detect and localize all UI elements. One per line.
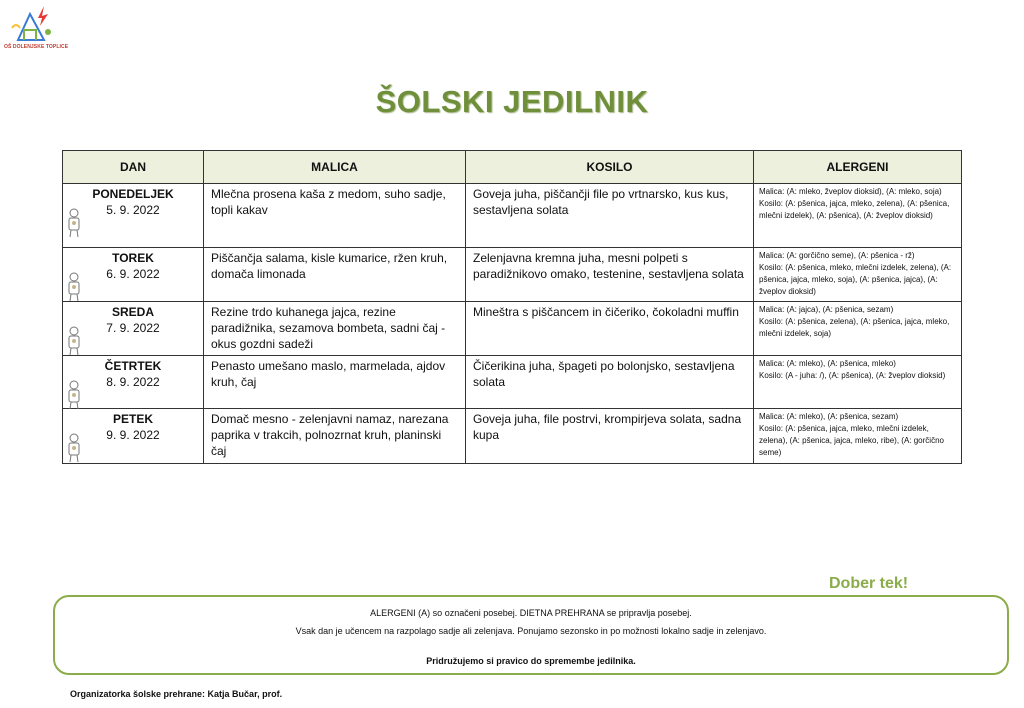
column-header-allergens: ALERGENI: [754, 151, 962, 184]
allergens-snack: Malica: (A: jajca), (A: pšenica, sezam): [759, 305, 894, 314]
table-row: [63, 302, 962, 356]
day-date: 7. 9. 2022: [106, 321, 160, 335]
day-cell: [63, 356, 204, 409]
note-fruit: Vsak dan je učencem na razpolago sadje ali zelenjava. Ponujamo sezonsko in po možnosti lokalno sadje in zelenjavo.: [295, 626, 767, 636]
column-header-day: DAN: [63, 151, 204, 184]
table-row: [63, 356, 962, 409]
notes-box: [53, 595, 1009, 675]
menu-table: [62, 150, 962, 464]
allergens-cell: [754, 184, 962, 248]
table-row: [63, 184, 962, 248]
allergens-lunch: Kosilo: (A: pšenica, jajca, mleko, mlečni izdelek, zelena), (A: pšenica, jajca, mleko, ribe), (A: gorčično seme): [759, 424, 944, 457]
day-date: 5. 9. 2022: [106, 203, 160, 217]
allergens-lunch: Kosilo: (A: pšenica, jajca, mleko, zelena), (A: pšenica, mlečni izdelek), (A: pšenica), (A: žveplov dioksid): [759, 199, 950, 220]
allergens-cell: [754, 409, 962, 464]
snack-cell: Rezine trdo kuhanega jajca, rezine paradižnika, sezamova bombeta, sadni čaj - okus gozdni sadeži: [204, 302, 466, 356]
allergens-cell: [754, 356, 962, 409]
page-title: ŠOLSKI JEDILNIK: [375, 84, 649, 119]
organizer-signature: Organizatorka šolske prehrane: Katja Bučar, prof.: [70, 689, 283, 699]
snack-cell: Domač mesno - zelenjavni namaz, narezana paprika v trakcih, polnozrnat kruh, planinski čaj: [204, 409, 466, 464]
snack-cell: Piščančja salama, kisle kumarice, ržen kruh, domača limonada: [204, 248, 466, 302]
table-row: [63, 409, 962, 464]
school-logo-text: OŠ DOLENJSKE TOPLICE: [4, 44, 69, 50]
kids-figure-icon: [65, 272, 83, 302]
table-row: [63, 248, 962, 302]
column-header-snack: MALICA: [204, 151, 466, 184]
allergens-lunch: Kosilo: (A: pšenica, mleko, mlečni izdelek, zelena), (A: pšenica, jajca, mleko, soja), (A: pšenica, jajca), (A: žveplov dioksid): [759, 263, 952, 296]
lunch-cell: Goveja juha, file postrvi, krompirjeva solata, sadna kupa: [466, 409, 754, 464]
table-header-row: [63, 151, 962, 184]
day-date: 6. 9. 2022: [106, 267, 160, 281]
column-header-lunch: KOSILO: [466, 151, 754, 184]
kids-figure-icon: [65, 208, 83, 238]
allergens-cell: [754, 302, 962, 356]
lunch-cell: Čičerikina juha, špageti po bolonjsko, sestavljena solata: [466, 356, 754, 409]
day-name: PETEK: [112, 412, 153, 426]
day-name: SREDA: [111, 305, 154, 319]
day-name: ČETRTEK: [104, 359, 162, 373]
note-allergens: ALERGENI (A) so označeni posebej. DIETNA PREHRANA se pripravlja posebej.: [370, 608, 692, 618]
allergens-snack: Malica: (A: mleko, žveplov dioksid), (A: mleko, soja): [759, 187, 942, 196]
day-date: 9. 9. 2022: [106, 428, 160, 442]
snack-cell: Mlečna prosena kaša z medom, suho sadje, topli kakav: [204, 184, 466, 248]
day-name: TOREK: [112, 251, 154, 265]
allergens-lunch: Kosilo: (A - juha: /), (A: pšenica), (A: žveplov dioksid): [759, 371, 946, 380]
snack-cell: Penasto umešano maslo, marmelada, ajdov kruh, čaj: [204, 356, 466, 409]
day-date: 8. 9. 2022: [106, 375, 160, 389]
day-name: PONEDELJEK: [92, 187, 174, 201]
lunch-cell: Goveja juha, piščančji file po vrtnarsko, kus kus, sestavljena solata: [466, 184, 754, 248]
day-cell: [63, 302, 204, 356]
lunch-cell: Zelenjavna kremna juha, mesni polpeti s paradižnikovo omako, testenine, sestavljena solata: [466, 248, 754, 302]
lunch-cell: Mineštra s piščancem in čičeriko, čokoladni muffin: [466, 302, 754, 356]
day-cell: [63, 248, 204, 302]
kids-figure-icon: [65, 380, 83, 410]
allergens-snack: Malica: (A: mleko), (A: pšenica, sezam): [759, 412, 899, 421]
allergens-lunch: Kosilo: (A: pšenica, zelena), (A: pšenica, jajca, mleko, mlečni izdelek, soja): [759, 317, 950, 338]
allergens-cell: [754, 248, 962, 302]
day-cell: [63, 409, 204, 464]
kids-figure-icon: [65, 326, 83, 356]
note-changes: Pridružujemo si pravico do spremembe jedilnika.: [426, 656, 636, 666]
kids-figure-icon: [65, 433, 83, 463]
closing-greeting: Dober tek!: [829, 575, 909, 592]
allergens-snack: Malica: (A: mleko), (A: pšenica, mleko): [759, 359, 896, 368]
day-cell: [63, 184, 204, 248]
allergens-snack: Malica: (A: gorčično seme), (A: pšenica - rž): [759, 251, 915, 260]
